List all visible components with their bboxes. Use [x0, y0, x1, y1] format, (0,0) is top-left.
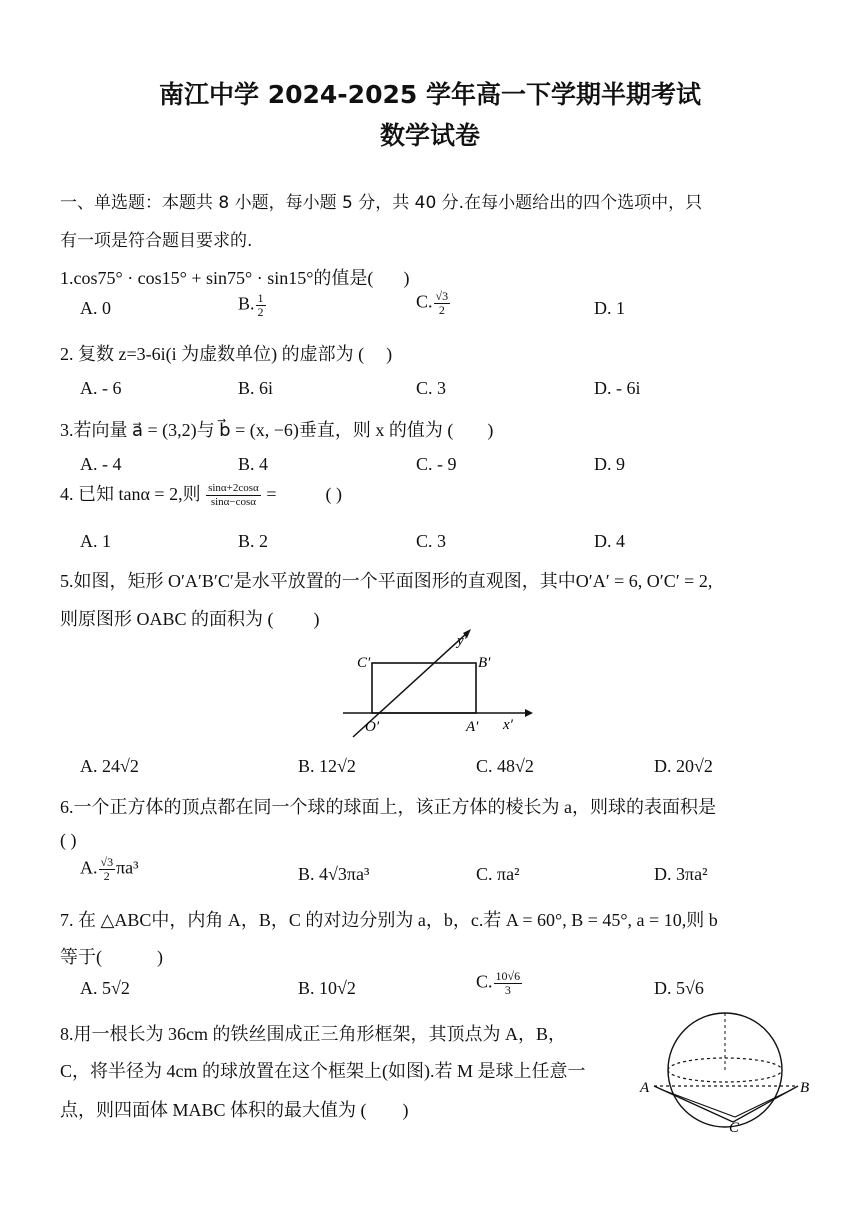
triangle-frame-inner [660, 1089, 793, 1117]
question-4-option-b: B. 2 [238, 531, 269, 551]
label-y: y′ [457, 633, 467, 649]
question-2-option-c: C. 3 [416, 378, 447, 398]
question-6-option-d: D. 3πa² [654, 864, 708, 884]
question-2-option-d: D. - 6i [594, 378, 641, 398]
label-o: O′ [365, 719, 380, 735]
fraction: $\frac{10√6}{3}$ [495, 969, 521, 997]
fraction: $\frac{√3}{2}$ [100, 855, 114, 883]
question-8-stem-line2: C，将半径为 4cm 的球放置在这个框架上(如图).若 M 是球上任意一 [60, 1061, 586, 1081]
sphere-equator-front [668, 1070, 782, 1082]
question-5-stem-line1: 5.如图，矩形 O′A′B′C′是水平放置的一个平面图形的直观图，其中O′A′ = 6, O′C′ = 2, [60, 571, 713, 591]
question-4-stem: 4. 已知 tanα = 2,则 $\frac{\sin\alpha+2\cos\alpha}{\sin\alpha-\cos\alpha}$ = ( ) [60, 482, 342, 509]
question-5-option-a: A. 24√2 [80, 756, 139, 776]
label-a: A′ [466, 719, 479, 735]
question-1-option-d: D. 1 [594, 298, 625, 318]
question-1-stem: 1.cos75° · cos15° + sin75° · sin15°的值是( ) [60, 268, 410, 288]
fraction: $\frac{\sin\alpha+2\cos\alpha}{\sin\alpha-\cos\alpha}$ [208, 482, 259, 509]
question-5-option-d: D. 20√2 [654, 756, 713, 776]
section-header-line1: 一、单选题：本题共 8 小题，每小题 5 分，共 40 分.在每小题给出的四个选项中，只 [60, 193, 703, 213]
fraction: $\frac{1}{2}$ [257, 291, 264, 319]
question-6-option-b: B. 4√3πa³ [298, 864, 370, 884]
question-7-option-c: C. $\frac{10√6}{3}$ [476, 969, 521, 997]
label-b: B [800, 1080, 810, 1096]
question-4-option-c: C. 3 [416, 531, 447, 551]
question-1-option-a: A. 0 [80, 298, 111, 318]
question-2-option-b: B. 6i [238, 378, 274, 398]
question-3-option-a: A. - 4 [80, 454, 122, 474]
label-c: C [729, 1120, 740, 1134]
question-8-stem-line3: 点，则四面体 MABC 体积的最大值为 ( ) [60, 1100, 409, 1120]
question-7-option-a: A. 5√2 [80, 978, 130, 998]
question-3-option-d: D. 9 [594, 454, 625, 474]
question-3-stem: 3.若向量 a⃗ = (3,2)与 b⃗ = (x, −6)垂直，则 x 的值为 ( ) [60, 420, 494, 440]
question-5-figure [335, 625, 535, 740]
question-7-option-d: D. 5√6 [654, 978, 704, 998]
exam-title: 南江中学 2024-2025 学年高一下学期半期考试 [159, 80, 701, 109]
question-2-option-a: A. - 6 [80, 378, 122, 398]
question-1-option-b: B. $\frac{1}{2}$ [238, 291, 264, 319]
question-3-option-b: B. 4 [238, 454, 269, 474]
question-8-stem-line1: 8.用一根长为 36cm 的铁丝围成正三角形框架，其顶点为 A，B， [60, 1024, 566, 1044]
question-1-option-c: C. $\frac{√3}{2}$ [416, 289, 449, 317]
question-7-stem-line1: 7. 在 △ABC中，内角 A，B，C 的对边分别为 a，b，c.若 A = 60°, B = 45°, a = 10,则 b [60, 910, 718, 930]
question-8-figure [636, 1012, 816, 1134]
x-axis-arrow [525, 709, 533, 717]
question-6-option-a: A. $\frac{√3}{2}$ πa³ [80, 855, 139, 883]
question-6-stem-line2: ( ) [60, 830, 77, 850]
label-a: A [640, 1080, 650, 1096]
question-5-option-b: B. 12√2 [298, 756, 356, 776]
question-5-stem-line2: 则原图形 OABC 的面积为 ( ) [60, 609, 320, 629]
question-3-option-c: C. - 9 [416, 454, 457, 474]
question-6-stem-line1: 6.一个正方体的顶点都在同一个球的球面上，该正方体的棱长为 a，则球的表面积是 [60, 797, 716, 817]
question-4-option-d: D. 4 [594, 531, 625, 551]
question-7-option-b: B. 10√2 [298, 978, 356, 998]
exam-subtitle: 数学试卷 [379, 121, 480, 150]
label-b: B′ [478, 655, 491, 671]
question-2-stem: 2. 复数 z=3-6i(i 为虚数单位) 的虚部为 ( ) [60, 344, 393, 364]
question-7-stem-line2: 等于( ) [60, 947, 163, 967]
fraction: $\frac{√3}{2}$ [435, 289, 449, 317]
label-x: x′ [503, 717, 513, 733]
question-4-option-a: A. 1 [80, 531, 111, 551]
triangle-edges-ac-cb [654, 1086, 798, 1122]
question-5-option-c: C. 48√2 [476, 756, 534, 776]
label-c: C′ [357, 655, 371, 671]
question-6-option-c: C. πa² [476, 864, 520, 884]
section-header-line2: 有一项是符合题目要求的. [60, 231, 253, 251]
